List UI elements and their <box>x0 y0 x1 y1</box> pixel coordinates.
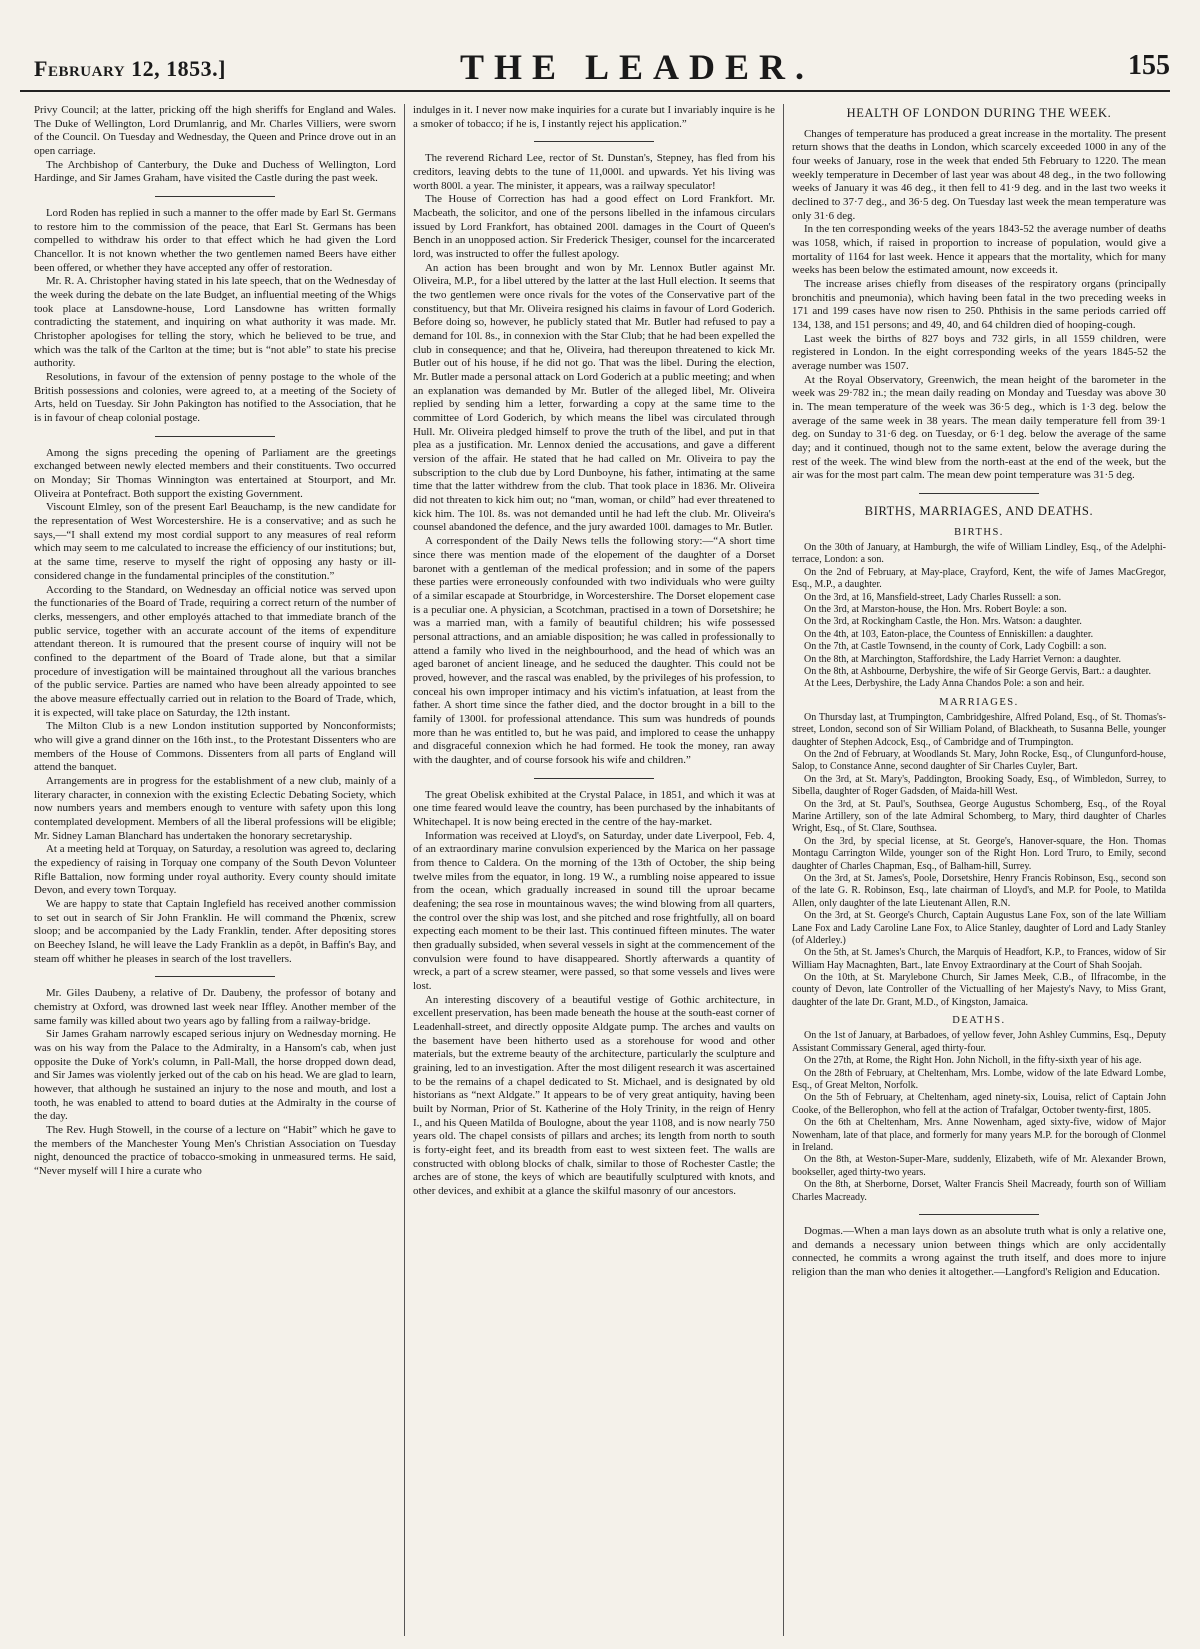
birth-entry: On the 8th, at Marchington, Staffordshire, the Lady Harriet Vernon: a daughter. <box>804 653 1122 665</box>
paragraph: Sir James Graham narrowly escaped serious injury on Wednesday morning. He was on his way from the Palace to the Admiralty, in a Hansom's cab, when just opposite the Duke of York's column, in Pall-Mall, the horse dropped down dead, and Sir James was violently jerked out of the cab on his head. We are glad to learn, however, that although he sustained an injury to the nose and mouth, and lost a tooth, he was enabled to attend to board duties at the Admiralty in the course of the day. <box>34 1028 396 1123</box>
paragraph: At the Royal Observatory, Greenwich, the mean height of the barometer in the week was 29·782 in.; the mean daily reading on Monday and Tuesday was above 30 in. The mean temperature of the week was 36·5 deg., which is 1·3 deg. below the average of the same week in 38 years. The mean daily temperature fell from 39·1 deg. on Sunday to 31·6 deg. on Tuesday, or 6·1 deg. below the average of the same day; and it continued, though not to the same extent, below the average during the rest of the week. The wind blew from the north-east at the end of the week, but the air was for the most part calm. The mean dew point temperature was 31·5 deg. <box>792 373 1166 482</box>
paragraph: Last week the births of 827 boys and 732 girls, in all 1559 children, were registered in London. In the eight corresponding weeks of the years 1845-52 the average number was 1507. <box>792 332 1166 373</box>
marriage-entry: On the 3rd, at St. George's Church, Captain Augustus Lane Fox, son of the late William Lane Fox and Lady Caroline Lane Fox, to Alice Stanley, daughter of Lord and Lady Stanley (of Alderley.) <box>792 910 1166 946</box>
page-number: 155 <box>1128 50 1170 81</box>
paragraph: The Milton Club is a new London institution supported by Nonconformists; who will give a grand dinner on the 16th inst., to the Protestant Dissenters who are members of the House of Commons. Dissenters from all parts of England will attend the banquet. <box>34 720 396 774</box>
divider <box>155 976 275 977</box>
birth-entry: On the 3rd, at Marston-house, the Hon. Mrs. Robert Boyle: a son. <box>804 603 1067 615</box>
marriage-entry: On the 2nd of February, at Woodlands St. Mary, John Rocke, Esq., of Clungunford-house, Salop, to Constance Anne, second daughter of Sir Charles Cuyler, Bart. <box>792 749 1166 773</box>
paragraph: An action has been brought and won by Mr. Lennox Butler against Mr. Oliveira, M.P., for a libel uttered by the latter at the last Hull election. It seems that the two gentlemen were once rivals for the votes of the Conservative part of the constituency, but that Mr. Oliveira resigned his claims in favour of Lord Goderich. Before doing so, however, he publicly stated that Mr. Butler had refused to pay a demand for 10l. 8s., in connexion with the Star Club; that he had been expelled the club in consequence; and that he, Oliveira, had thereupon threatened to kick Mr. Butler out of his house, if he did not go. That was the libel. During the election, Mr. Butler made a personal attack on Lord Goderich at a public meeting; and when an explanation was demanded by Mr. Butler of the alleged libel, Mr. Oliveira replied by sending him a letter, forwarding a copy at the same time to the committee of Lord Goderich, by which means the libel was circulated through Hull. Mr. Oliveira pledged himself to prove the truth of the libel, and put in that plea as a justification. Mr. Lennox denied the accusations, and gave a different version of the affair. He stated that he had called on Mr. Oliveira to pay the subscription to the club due by Lord Dunboyne, his father, intimating at the same time that the latter withdrew from the club. That took place in 1836. Mr. Oliveira did not threaten to kick him out; no “man, woman, or child” had ever threatened to kick him. The 10l. 8s. was not demanded until he had left the club. Mr. Oliveira's counsel abandoned the defence, and the jury awarded 100l. damages to Mr. Butler. <box>413 261 775 534</box>
marriages-heading: MARRIAGES. <box>939 696 1019 708</box>
birth-entry: On the 7th, at Castle Townsend, in the county of Cork, Lady Cogbill: a son. <box>804 641 1107 653</box>
marriage-entry: On Thursday last, at Trumpington, Cambridgeshire, Alfred Poland, Esq., of St. Thomas's-street, London, second son of Sir William Poland, of Blackheath, to Susanna Belle, younger daughter of Stephen Adcock, Esq., of Cambridge and of Trumpington. <box>792 711 1166 748</box>
divider <box>534 141 654 142</box>
paragraph: We are happy to state that Captain Inglefield has received another commission to set out in search of Sir John Franklin. He will command the Phœnix, screw sloop; and be accompanied by the Lady Franklin, tender. After depositing stores on Beechey Island, he will leave the Lady Franklin as a depôt, in Baffin's Bay, and steam off whither he pleases in search of the lost travellers. <box>34 897 396 965</box>
births-heading: BIRTHS. <box>954 526 1004 538</box>
divider <box>919 1214 1039 1215</box>
marriage-entry: On the 3rd, at St. Mary's, Paddington, Brooking Soady, Esq., of Wimbledon, Surrey, to Sibella, daughter of Roger Gadsden, of Maida-hill West. <box>792 773 1166 798</box>
divider <box>155 196 275 197</box>
death-entry: On the 8th, at Weston-Super-Mare, suddenly, Elizabeth, wife of Mr. Alexander Brown, bookseller, aged thirty-two years. <box>792 1154 1166 1178</box>
birth-entry: On the 30th of January, at Hamburgh, the wife of William Lindley, Esq., of the Adelphi-terrace, London: a son. <box>792 542 1166 566</box>
paragraph: Mr. Giles Daubeny, a relative of Dr. Daubeny, the professor of botany and chemistry at Oxford, was drowned last week near Iffley. Another member of the same family was killed about two years ago by falling from a railway-bridge. <box>34 987 396 1027</box>
dogmas-paragraph: Dogmas.—When a man lays down as an absolute truth what is only a relative one, and demands a necessary union between things which are only accidentally connected, he commits a wrong against the truth itself, and does more to injure religion than the man who denies it altogether.—Langford's Religion and Education. <box>792 1224 1166 1278</box>
paragraph: The increase arises chiefly from diseases of the respiratory organs (principally bronchitis and pneumonia), which having been fatal in the two preceding weeks in 171 and 199 cases have now risen to 250. Phthisis in the same periods carried off 134, 138, and 151 persons; and 49, 40, and 64 children died of hooping-cough. <box>792 278 1166 332</box>
paragraph: In the ten corresponding weeks of the years 1843-52 the average number of deaths was 1058, which, if raised in proportion to increase of population, would give a mortality of 1164 for last week. Hence it appears that the mortality, which for many weeks has been below the estimated amount, now exceeds it. <box>792 223 1166 277</box>
column-rule <box>783 104 784 1636</box>
paragraph: indulges in it. I never now make inquiries for a curate but I invariably inquire is he a smoker of tobacco; if he is, I instantly reject his application.” <box>413 104 775 130</box>
death-entry: On the 1st of January, at Barbadoes, of yellow fever, John Ashley Cummins, Esq., Deputy Assistant Commissary General, aged thirty-four. <box>792 1030 1166 1054</box>
paragraph: Lord Roden has replied in such a manner to the offer made by Earl St. Germans to restore him to the commission of the peace, that Earl St. Germans has been compelled to withdraw his order to that effect which he had given the Lord Chancellor. It is not known whether the two gentlemen named Beers have either been offered, or whether they have accepted any offer of restoration. <box>34 207 396 274</box>
death-entry: On the 6th at Cheltenham, Mrs. Anne Nowenham, aged sixty-five, widow of Major Nowenham, late of that place, and formerly for many years M.P. for the borough of Clonmel in Ireland. <box>792 1117 1166 1153</box>
marriage-entry: On the 10th, at St. Marylebone Church, Sir James Meek, C.B., of Ilfracombe, in the county of Devon, late Controller of the Victualling of her Majesty's Navy, to Miss Grant, daughter of the late Dr. Grant, M.D., of Kingston, Jamaica. <box>792 972 1166 1008</box>
birth-entry: At the Lees, Derbyshire, the Lady Anna Chandos Pole: a son and heir. <box>804 678 1085 690</box>
column-1 <box>34 104 396 1636</box>
death-entry: On the 5th of February, at Cheltenham, aged ninety-six, Louisa, relict of Captain John Cooke, of the Bellerophon, who fell at the action of Trafalgar, October twenty-first, 1805. <box>792 1092 1166 1116</box>
column-3 <box>792 104 1166 1636</box>
paragraph: Resolutions, in favour of the extension of penny postage to the whole of the British possessions and colonies, were agreed to, at a meeting of the Society of Arts, held on Tuesday. Sir John Pakington has notified to the Association, that he is in favour of cheap colonial postage. <box>34 371 396 425</box>
column-2 <box>413 104 775 1636</box>
paragraph: Arrangements are in progress for the establishment of a new club, mainly of a literary character, in connexion with the existing Eclectic Debating Society, which now numbers years and members enough to venture with safety upon this long contemplated development. Members of all the liberal professions will be eligible; Mr. Sidney Laman Blanchard has undertaken the honorary secretaryship. <box>34 774 396 842</box>
bmd-heading: BIRTHS, MARRIAGES, AND DEATHS. <box>864 504 1094 519</box>
paragraph: At a meeting held at Torquay, on Saturday, a resolution was agreed to, declaring the expediency of raising in Torquay one company of the South Devon Volunteer Rifle Battalion, now forming under royal authority. Every county should imitate Devon, and every town Torquay. <box>34 843 396 897</box>
divider <box>534 778 654 779</box>
issue-date: February 12, 1853.] <box>34 56 226 81</box>
birth-entry: On the 3rd, at 16, Mansfield-street, Lady Charles Russell: a son. <box>804 591 1062 603</box>
paragraph: Privy Council; at the latter, pricking off the high sheriffs for England and Wales. The Duke of Wellington, Lord Drumlanrig, and Mr. Charles Villiers, were sworn of the Council. On Tuesday and Wednesday, the Queen and Prince drove out in an open carriage. <box>34 104 396 158</box>
paragraph: The great Obelisk exhibited at the Crystal Palace, in 1851, and which it was at one time feared would leave the country, has been purchased by the inhabitants of Whitechapel. It is now being erected in the centre of the hay-market. <box>413 788 775 828</box>
death-entry: On the 28th of February, at Cheltenham, Mrs. Lombe, widow of the late Edward Lombe, Esq., of Great Melton, Norfolk. <box>792 1067 1166 1091</box>
masthead <box>20 38 1170 92</box>
paragraph: Changes of temperature has produced a great increase in the mortality. The present return shows that the deaths in London, which scarcely exceeded 1000 in any of the four weeks of January, rose in the week that ended 5th February to 1220. The mean weekly temperature in December of last year was about 48 deg., in the two following weeks of January it was 46 deg., it then fell to 41·9 deg. and in the last two weeks it declined to 37·7 deg., and 36·5 deg. On Tuesday last week the mean temperature was only 31·6 deg. <box>792 127 1166 222</box>
birth-entry: On the 3rd, at Rockingham Castle, the Hon. Mrs. Watson: a daughter. <box>804 616 1082 628</box>
paragraph: Information was received at Lloyd's, on Saturday, under date Liverpool, Feb. 4, of an extraordinary marine convulsion experienced by the Marica on her passage from thence to Caldera. On the morning of the 13th of October, the ship being twelve miles from the equator, in long. 19 W., a rumbling noise appeared to issue from the ocean, which gradually increased in sound till the uproar became deafening; the sea rose in mountainous waves; the wind blowing from all quarters, the control over the ship was lost, and she pitched and rose frightfully, all on board expecting each moment to be their last. This continued fifteen minutes. The water then gradually subsided, when several vessels in sight at the commencement of the convulsion were found to have disappeared. Shortly afterwards a quantity of wreck, a part of a screw steamer, were passed, so that some vessels and lives were lost. <box>413 829 775 992</box>
deaths-heading: DEATHS. <box>952 1015 1006 1027</box>
paragraph: An interesting discovery of a beautiful vestige of Gothic architecture, in excellent preservation, has been made beneath the house at the south-east corner of Leadenhall-street, and directly opposite Aldgate pump. The arches and vaults on the basement have been hitherto used as a storehouse for wood and other materials, but the extreme beauty of the architecture, particularly the sculpture and graining, led to an investigation. After the most diligent research it was ascertained to be the remains of a chapel dedicated to St. Michael, and is designated by old historians as “next Aldgate.” It appears to be of very great antiquity, having been built by Norman, Prior of St. Katherine of the Holy Trinity, in the reign of Henry I., and his Queen Matilda of Boulogne, about the year 1108, and is now nearly 750 years old. The chapel consists of pillars and arches; its length from north to south is forty-eight feet, and its breadth from east to west sixteen feet. The walls are constructed with oblong blocks of chalk, similar to those of Rochester Castle; the arches are of stone, the keys of which are beautifully sculptured with knots, and other devices, and exhibit at a glance the skilful masonry of our ancestors. <box>413 993 775 1198</box>
marriage-entry: On the 5th, at St. James's Church, the Marquis of Headfort, K.P., to Frances, widow of Sir William Hay Macnaghten, Bart., late Envoy Extraordinary at the Court of Shah Soojah. <box>792 947 1166 971</box>
paragraph: A correspondent of the Daily News tells the following story:—“A short time since there was mention made of the elopement of the daughter of a Dorset baronet with a gentleman of the medical profession; and in some of the papers these parties were erroneously confounded with two individuals who were guilty of a similar escapade at Stourbridge, in Worcestershire. The Dorset elopement case is a peculiar one. A physician, a Scotchman, practised in a town of Dorsetshire; he was a married man, with a family of beautiful children; his wife possessed personal attractions, and an amiable disposition; he was called in professionally to attend a family who lived in the neighbourhood, and the head of which was an aged baronet of ancient lineage, and he seduced the daughter. This could not be proved, however, and the rascal was enabled, by the privileges of his profession, to conceal his own improper intimacy and his victim's infatuation, at least from the father. A short time since the father died, and the doctor brought in a bill to the family of 1300l. for professional attendance. This sum was hundreds of pounds more than he was entitled to, but he was paid, and implored to cease the unhappy and disgraceful connexion which he had formed. He took the money, ran away with the daughter, and of course forsook his wife and children.” <box>413 535 775 766</box>
divider <box>155 436 275 437</box>
paragraph: The House of Correction has had a good effect on Lord Frankfort. Mr. Macbeath, the solicitor, and one of the persons libelled in the infamous circulars issued by Lord Frankfort, has obtained 200l. damages in the Court of Queen's Bench in an unopposed action. Sir Frederick Thesiger, counsel for the incarcerated lord, was instructed to offer the fullest apology. <box>413 193 775 261</box>
paragraph: The Rev. Hugh Stowell, in the course of a lecture on “Habit” which he gave to the members of the Manchester Young Men's Christian Association on Tuesday night, denounced the practice of tobacco-smoking in unmeasured terms. He said, “Never myself will I hire a curate who <box>34 1124 396 1178</box>
paragraph: Viscount Elmley, son of the present Earl Beauchamp, is the new candidate for the representation of West Worcestershire. He is a conservative; and as such he says,—“I shall extend my most cordial support to any measures of real reform which may seem to me calculated to increase the efficiency of our institutions; but, at the same time, reserve to myself the right of opposing any hasty or ill-considered change in the fundamental principles of the constitution.” <box>34 501 396 582</box>
divider <box>919 493 1039 494</box>
birth-entry: On the 8th, at Ashbourne, Derbyshire, the wife of Sir George Gervis, Bart.: a daughter. <box>804 665 1151 677</box>
column-rule <box>404 104 405 1636</box>
paragraph: Mr. R. A. Christopher having stated in his late speech, that on the Wednesday of the week during the debate on the late Budget, an influential meeting of the Whigs took place at Lansdowne-house, Lord Lansdowne has written formally contradicting the statement, and inquiring on what authority it was made. Mr. Christopher apologises for telling the story, which he believed to be true, and which was the talk of the Carlton at the time; but is “not able” to state his precise authority. <box>34 275 396 370</box>
marriage-entry: On the 3rd, at St. James's, Poole, Dorsetshire, Henry Francis Robinson, Esq., second son of the late G. R. Robinson, Esq., late chairman of Lloyd's, and M.P. for Poole, to Matilda Allen, only daughter of the late Lieutenant Allen, R.N. <box>792 872 1166 909</box>
paragraph: The Archbishop of Canterbury, the Duke and Duchess of Wellington, Lord Hardinge, and Sir James Graham, have visited the Castle during the past week. <box>34 158 396 185</box>
paragraph: The reverend Richard Lee, rector of St. Dunstan's, Stepney, has fled from his creditors, leaving debts to the tune of 11,000l. and upwards. Yet his living was worth 800l. a year. The minister, it appears, was a railway speculator! <box>413 152 775 192</box>
death-entry: On the 27th, at Rome, the Right Hon. John Nicholl, in the fifty-sixth year of his age. <box>804 1055 1142 1067</box>
marriage-entry: On the 3rd, by special license, at St. George's, Hanover-square, the Hon. Thomas Montagu Carrington Wilde, younger son of the Right Hon. Lord Truro, to Emily, second daughter of Charles Chapman, Esq., of Balham-hill, Surrey. <box>792 835 1166 872</box>
birth-entry: On the 2nd of February, at May-place, Crayford, Kent, the wife of James MacGregor, Esq., M.P., a daughter. <box>792 566 1166 591</box>
newspaper-title: THE LEADER. <box>460 47 815 87</box>
death-entry: On the 8th, at Sherborne, Dorset, Walter Francis Sheil Macready, fourth son of William Charles Macready. <box>792 1179 1166 1203</box>
paragraph: Among the signs preceding the opening of Parliament are the greetings exchanged between newly elected members and their constituents. Two occurred on Monday; Sir Thomas Winnington was entertained at Stourport, and Mr. Oliveira at Pontefract. Both support the existing Government. <box>34 446 396 500</box>
paragraph: According to the Standard, on Wednesday an official notice was served upon the functionaries of the Board of Trade, requiring a correct return of the number of clerks, messengers, and other employés attached to that immediate branch of the public service, together with an accurate account of the items of expenditure attendant thereon. It is rumoured that the present course of inquiry will not be confined to the department of the Board of Trade alone, but that a similar procedure of investigation will be maintained throughout all the various branches of the public service. Parties are named who have been already appointed to see the above measure effectually carried out in relation to the Board of Trade, which, it is expected, will take place on Saturday, the 12th instant. <box>34 583 396 719</box>
health-heading: HEALTH OF LONDON DURING THE WEEK. <box>846 106 1112 120</box>
birth-entry: On the 4th, at 103, Eaton-place, the Countess of Enniskillen: a daughter. <box>804 628 1094 640</box>
marriage-entry: On the 3rd, at St. Paul's, Southsea, George Augustus Schomberg, Esq., of the Royal Marine Artillery, son of the late Admiral Schomberg, to Mary, third daughter of Charles Wright, Esq., of St. Clare, Southsea. <box>792 798 1166 835</box>
